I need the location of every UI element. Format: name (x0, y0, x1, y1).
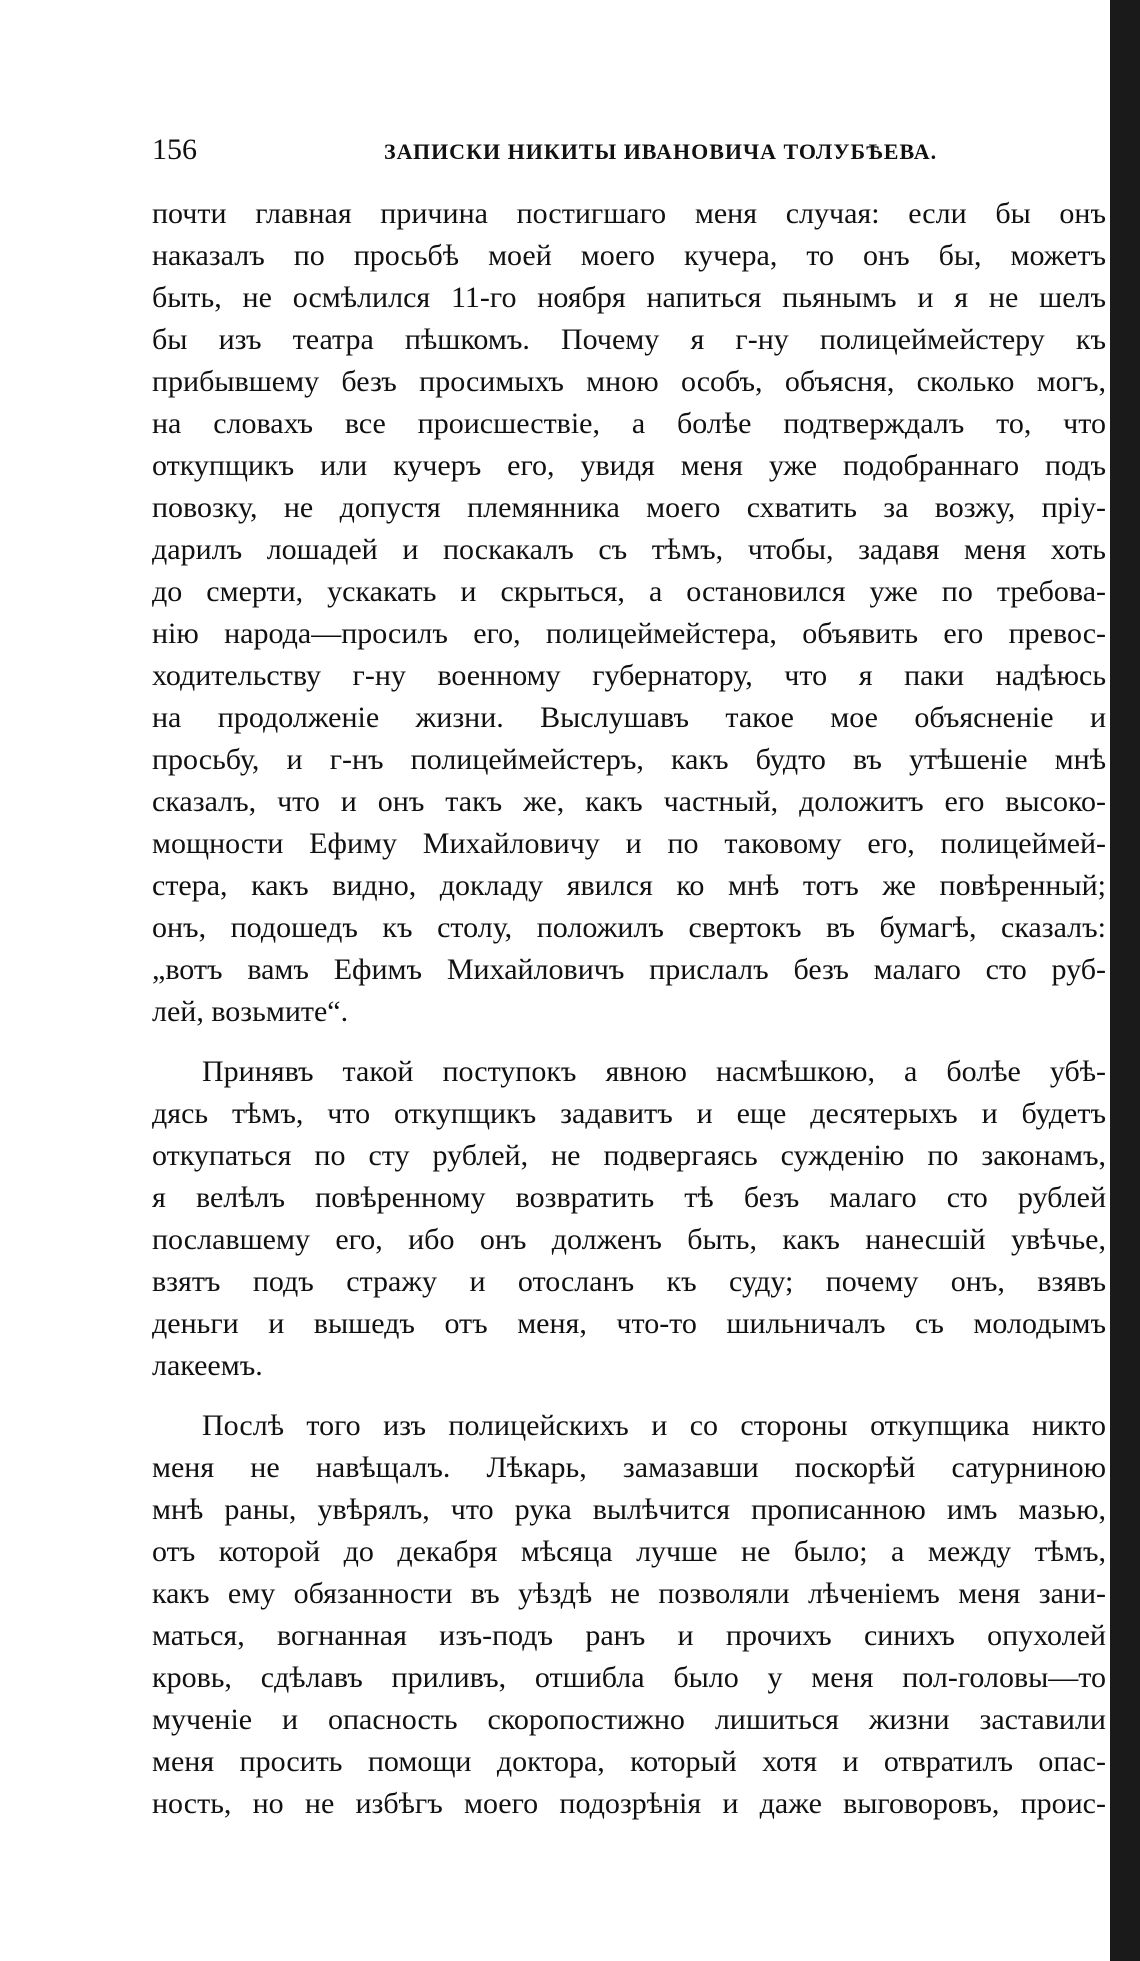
text-line: Принявъ такой поступокъ явною насмѣшкою, а болѣе убѣ- (202, 1055, 1106, 1088)
text-line: мощности Ефиму Михайловичу и по таковому его, полицеймей- (152, 827, 1106, 860)
text-line: онъ, подошедъ къ столу, положилъ свертокъ въ бумагѣ, сказалъ: (152, 911, 1106, 944)
text-line: Послѣ того изъ полицейскихъ и со стороны откупщика никто (202, 1409, 1106, 1442)
text-line: откупаться по сту рублей, не подвергаясь сужденію по законамъ, (152, 1139, 1106, 1172)
text-line: повозку, не допустя племянника моего схватить за возжу, пріу- (152, 491, 1106, 524)
paragraph-gap (152, 1033, 1106, 1051)
text-line: маться, вогнанная изъ-подъ ранъ и прочихъ синихъ опухолей (152, 1619, 1106, 1652)
text-line: ходительству г-ну военному губернатору, что я паки надѣюсь (152, 659, 1106, 692)
text-line: на продолженіе жизни. Выслушавъ такое мое объясненіе и (152, 701, 1106, 734)
text-line: нію народа—просилъ его, полицеймейстера, объявить его превос- (152, 617, 1106, 650)
text-line: взятъ подъ стражу и отосланъ къ суду; почему онъ, взявъ (152, 1265, 1106, 1298)
page-header (152, 130, 1112, 170)
text-line: лакеемъ. (152, 1349, 263, 1382)
text-line: деньги и вышедъ отъ меня, что-то шильничалъ съ молодымъ (152, 1307, 1106, 1340)
text-line: кровь, сдѣлавъ приливъ, отшибла было у меня пол-головы—то (152, 1661, 1106, 1694)
text-line: наказалъ по просьбѣ моей моего кучера, то онъ бы, можетъ (152, 239, 1106, 272)
body-text (152, 193, 1106, 1825)
text-line: мученіе и опасность скоропостижно лишиться жизни заставили (152, 1703, 1106, 1736)
text-line: просьбу, и г-нъ полицеймейстеръ, какъ будто въ утѣшеніе мнѣ (152, 743, 1106, 776)
text-line: пославшему его, ибо онъ долженъ быть, какъ нанесшій увѣчье, (152, 1223, 1106, 1256)
text-line: меня просить помощи доктора, который хотя и отвратилъ опас- (152, 1745, 1106, 1778)
text-line: лей, возьмите“. (152, 995, 349, 1028)
running-title: ЗАПИСКИ НИКИТЫ ИВАНОВИЧА ТОЛУБѢЕВА. (384, 139, 938, 164)
text-line: бы изъ театра пѣшкомъ. Почему я г-ну полицеймейстеру къ (152, 323, 1106, 356)
text-line: прибывшему безъ просимыхъ мною особъ, объясня, сколько могъ, (152, 365, 1106, 398)
text-line: до смерти, ускакать и скрыться, а остановился уже по требова- (152, 575, 1106, 608)
text-line: какъ ему обязанности въ уѣздѣ не позволяли лѣченіемъ меня зани- (152, 1577, 1106, 1610)
paragraph-2 (152, 1051, 1106, 1387)
paragraph-1 (152, 193, 1106, 1033)
text-line: дарилъ лошадей и поскакалъ съ тѣмъ, чтобы, задавя меня хоть (152, 533, 1106, 566)
text-line: быть, не осмѣлился 11-го ноября напиться пьянымъ и я не шелъ (152, 281, 1106, 314)
text-line: ность, но не избѣгъ моего подозрѣнія и даже выговоровъ, проис- (152, 1787, 1106, 1820)
text-line: почти главная причина постигшаго меня случая: если бы онъ (152, 197, 1106, 230)
scan-edge-shadow (1110, 0, 1140, 1961)
text-line: откупщикъ или кучеръ его, увидя меня уже подобраннаго подъ (152, 449, 1106, 482)
text-line: сказалъ, что и онъ такъ же, какъ частный, доложитъ его высоко- (152, 785, 1106, 818)
text-line: мнѣ раны, увѣрялъ, что рука вылѣчится прописанною имъ мазью, (152, 1493, 1106, 1526)
text-line: на словахъ все происшествіе, а болѣе подтверждалъ то, что (152, 407, 1106, 440)
text-line: меня не навѣщалъ. Лѣкарь, замазавши поскорѣй сатурниною (152, 1451, 1106, 1484)
text-line: отъ которой до декабря мѣсяца лучше не было; а между тѣмъ, (152, 1535, 1106, 1568)
page-number: 156 (152, 133, 197, 166)
text-line: стера, какъ видно, докладу явился ко мнѣ тотъ же повѣренный; (152, 869, 1106, 902)
paragraph-gap (152, 1387, 1106, 1405)
text-line: „вотъ вамъ Ефимъ Михайловичъ прислалъ безъ малаго сто руб- (152, 953, 1106, 986)
paragraph-3 (152, 1405, 1106, 1825)
text-line: я велѣлъ повѣренному возвратить тѣ безъ малаго сто рублей (152, 1181, 1106, 1214)
text-line: дясь тѣмъ, что откупщикъ задавитъ и еще десятерыхъ и будетъ (152, 1097, 1106, 1130)
